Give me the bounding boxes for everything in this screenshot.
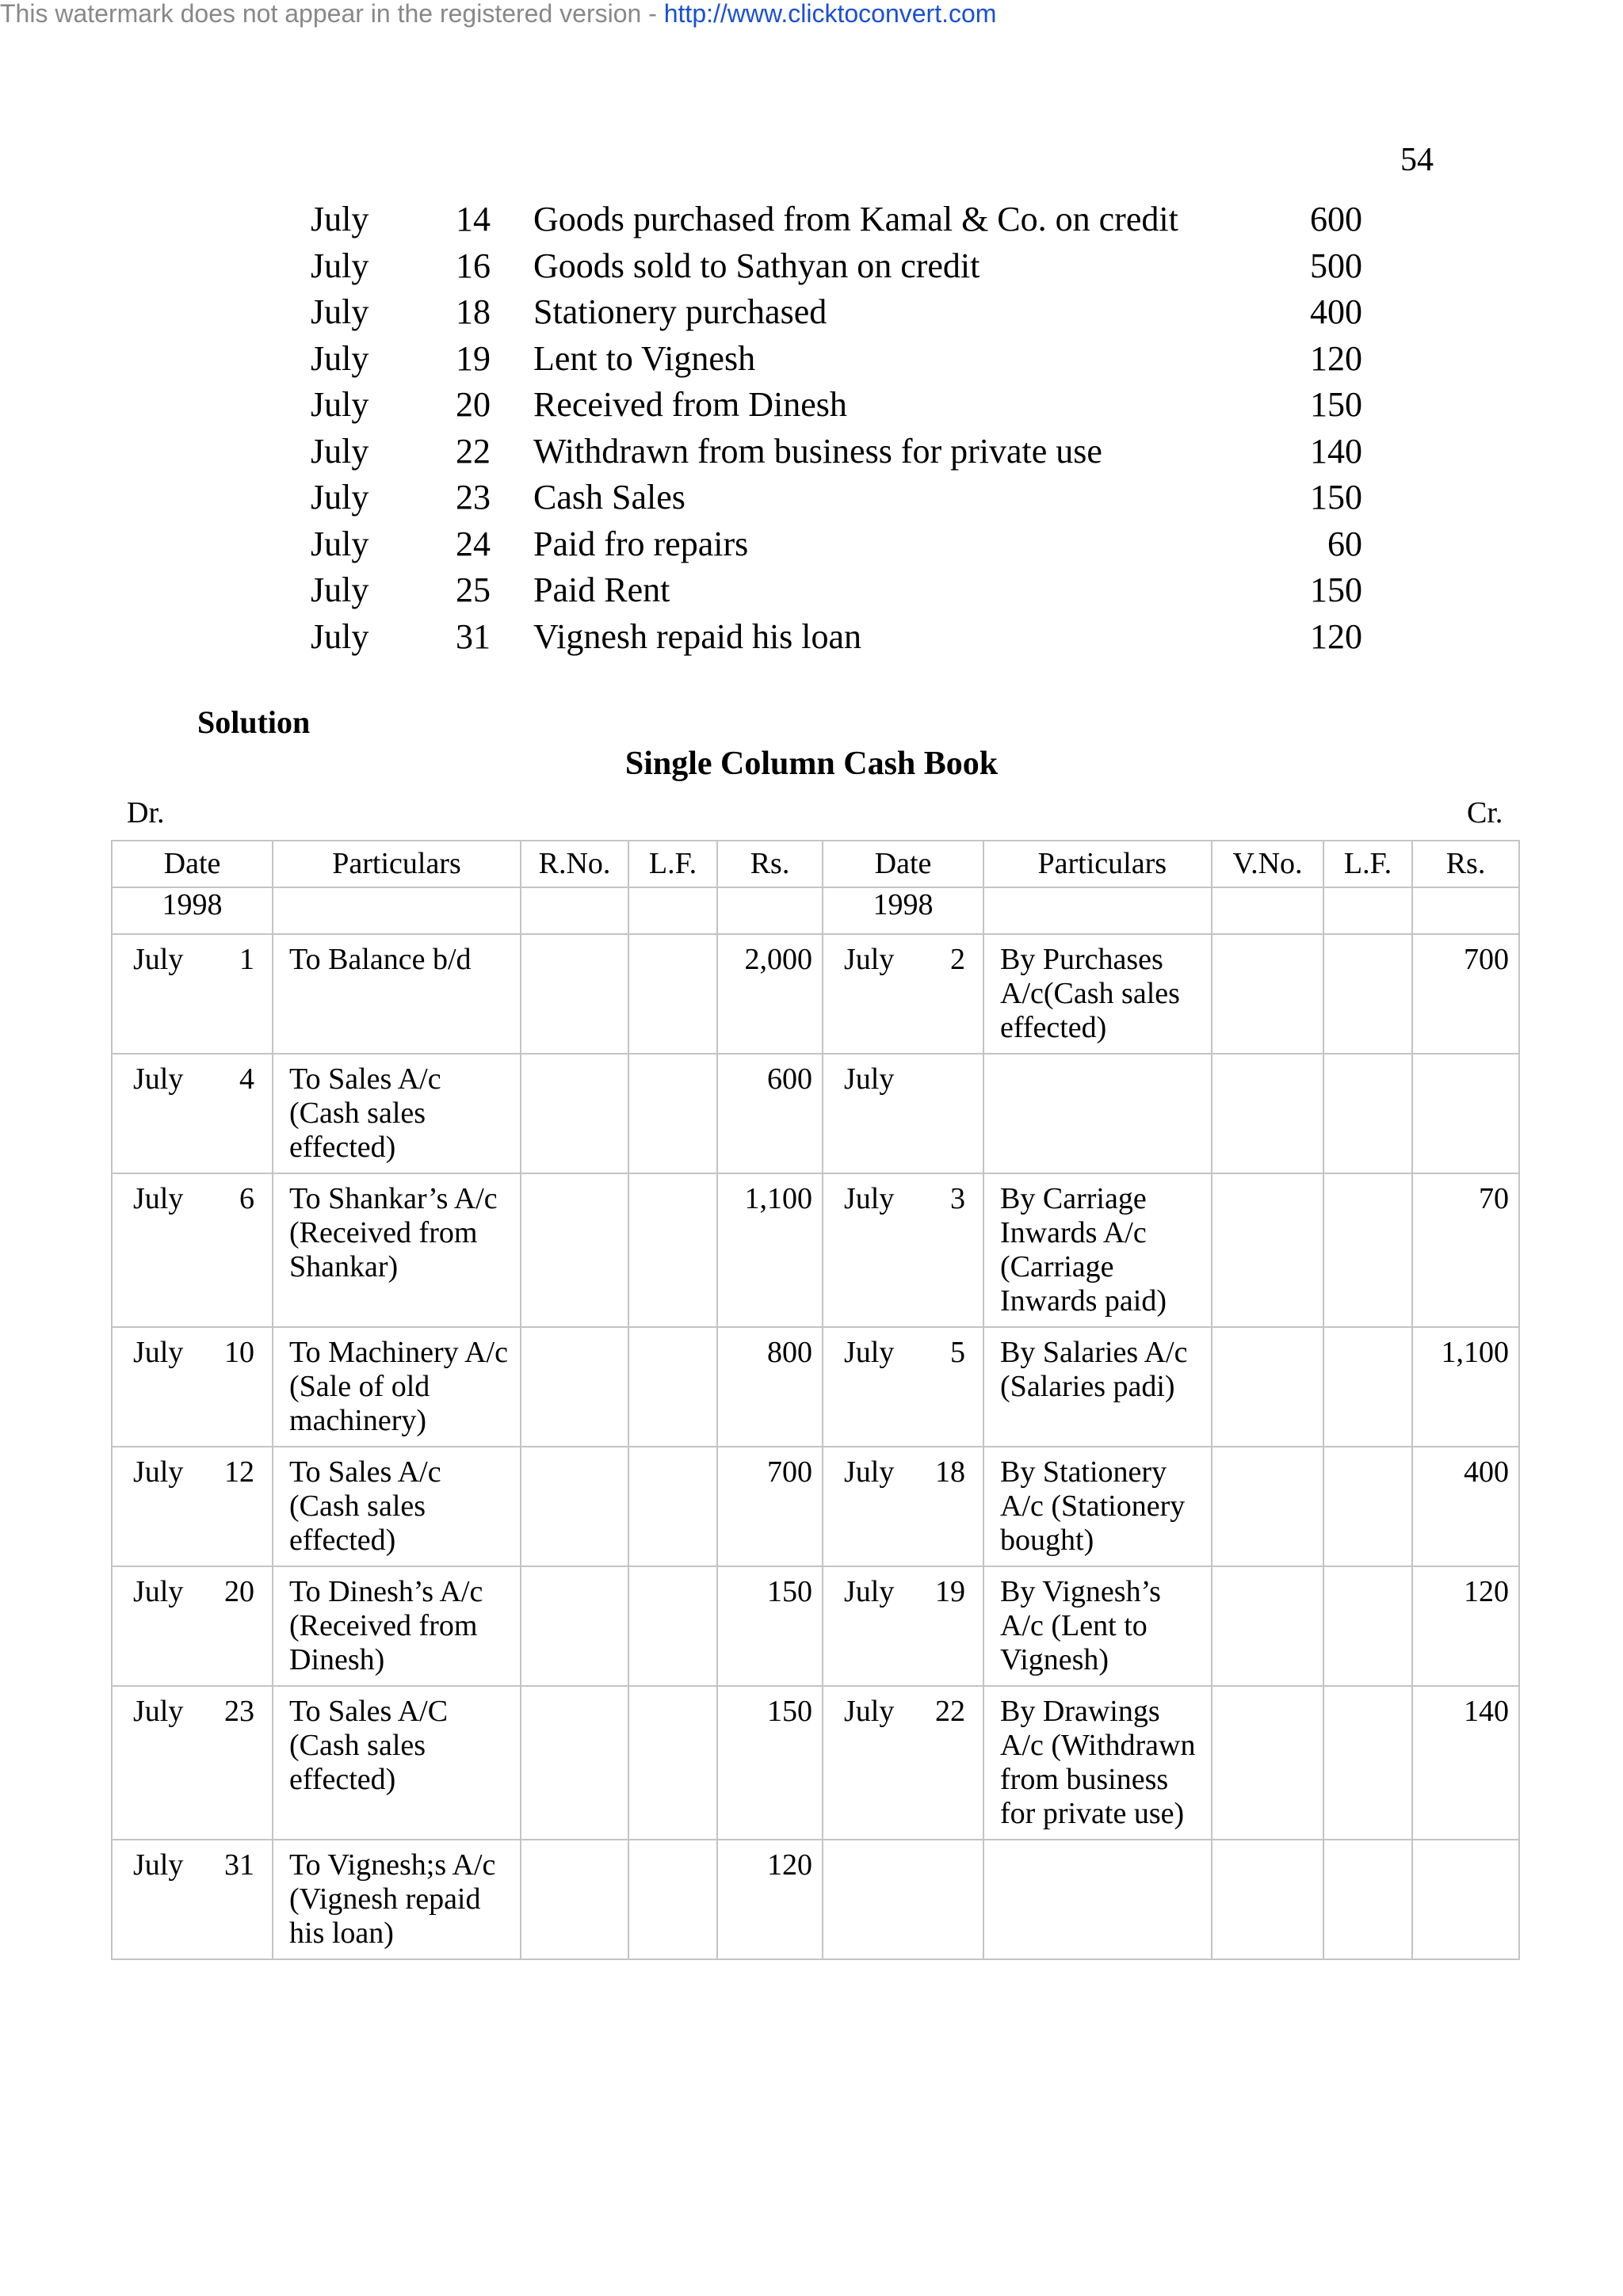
table-row <box>112 1840 1519 1959</box>
debit-amount: 800 <box>717 1327 823 1447</box>
page-number: 54 <box>1400 142 1434 178</box>
transaction-description: Stationery purchased <box>533 292 827 331</box>
debit-amount: 700 <box>717 1447 823 1566</box>
transaction-day: 23 <box>456 478 491 517</box>
credit-amount: 700 <box>1412 934 1519 1054</box>
table-row <box>112 1054 1519 1173</box>
empty-cell <box>628 887 717 934</box>
credit-vno <box>1212 1686 1323 1840</box>
transaction-day: 19 <box>456 338 491 378</box>
debit-amount: 150 <box>717 1566 823 1686</box>
credit-lf <box>1323 1173 1412 1327</box>
credit-day: 2 <box>903 934 983 1054</box>
credit-vno <box>1212 1566 1323 1686</box>
debit-month: July <box>112 1447 200 1566</box>
debit-rno <box>521 1054 628 1173</box>
transaction-description: Paid Rent <box>533 570 670 609</box>
transaction-amount: 120 <box>1310 338 1362 378</box>
credit-particulars <box>983 1054 1212 1173</box>
credit-day: 19 <box>903 1566 983 1686</box>
credit-vno <box>1212 1327 1323 1447</box>
transaction-month: July <box>311 246 369 285</box>
transaction-row <box>309 567 1363 614</box>
credit-lf <box>1323 934 1412 1054</box>
solution-heading: Solution <box>197 704 311 740</box>
transaction-amount: 120 <box>1310 616 1362 656</box>
debit-lf <box>628 1840 717 1959</box>
empty-cell <box>1212 887 1323 934</box>
debit-rno <box>521 1173 628 1327</box>
year-row <box>112 887 1519 934</box>
debit-lf <box>628 1327 717 1447</box>
debit-lf <box>628 1686 717 1840</box>
table-row <box>112 1173 1519 1327</box>
debit-rno <box>521 1686 628 1840</box>
debit-particulars: To Sales A/c (Cash sales effected) <box>273 1447 521 1566</box>
transaction-month: July <box>311 385 369 424</box>
transaction-row <box>309 382 1363 429</box>
transaction-row <box>309 336 1363 383</box>
watermark-link[interactable]: http://www.clicktoconvert.com <box>663 0 997 28</box>
debit-month: July <box>112 1327 200 1447</box>
debit-amount: 600 <box>717 1054 823 1173</box>
table-row <box>112 1327 1519 1447</box>
debit-month: July <box>112 1686 200 1840</box>
transaction-day: 24 <box>456 524 491 563</box>
credit-day: 18 <box>903 1447 983 1566</box>
transaction-description: Received from Dinesh <box>533 385 847 424</box>
transaction-row <box>309 614 1363 661</box>
debit-day: 1 <box>200 934 273 1054</box>
table-row <box>112 1447 1519 1566</box>
debit-month: July <box>112 1840 200 1959</box>
credit-lf <box>1323 1566 1412 1686</box>
debit-rno <box>521 1447 628 1566</box>
debit-month: July <box>112 1173 200 1327</box>
credit-year: 1998 <box>823 887 983 934</box>
credit-month: July <box>823 1566 903 1686</box>
debit-month: July <box>112 934 200 1054</box>
header-credit-lf: L.F. <box>1323 841 1412 887</box>
transaction-list <box>309 196 1363 660</box>
debit-rno <box>521 1566 628 1686</box>
credit-amount: 70 <box>1412 1173 1519 1327</box>
credit-lf <box>1323 1686 1412 1840</box>
credit-particulars: By Salaries A/c (Salaries padi) <box>983 1327 1212 1447</box>
transaction-month: July <box>311 524 369 563</box>
header-debit-rno: R.No. <box>521 841 628 887</box>
transaction-amount: 150 <box>1310 478 1362 517</box>
transaction-month: July <box>311 478 369 517</box>
transaction-row <box>309 243 1363 290</box>
credit-lf <box>1323 1054 1412 1173</box>
transaction-amount: 60 <box>1327 524 1362 563</box>
transaction-day: 22 <box>456 431 491 471</box>
transaction-month: July <box>311 431 369 471</box>
watermark <box>0 0 996 32</box>
header-debit-rs: Rs. <box>717 841 823 887</box>
empty-cell <box>717 887 823 934</box>
debit-particulars: To Vignesh;s A/c (Vignesh repaid his loan) <box>273 1840 521 1959</box>
transaction-month: July <box>311 200 369 238</box>
credit-day: 22 <box>903 1686 983 1840</box>
debit-rno <box>521 934 628 1054</box>
credit-month: July <box>823 1173 903 1327</box>
credit-vno <box>1212 1840 1323 1959</box>
credit-vno <box>1212 1054 1323 1173</box>
header-credit-particulars: Particulars <box>983 841 1212 887</box>
credit-lf <box>1323 1447 1412 1566</box>
debit-lf <box>628 1566 717 1686</box>
transaction-amount: 600 <box>1310 200 1362 238</box>
transaction-description: Vignesh repaid his loan <box>533 616 862 656</box>
empty-cell <box>1412 887 1519 934</box>
debit-particulars: To Sales A/C (Cash sales effected) <box>273 1686 521 1840</box>
transaction-row <box>309 475 1363 521</box>
empty-cell <box>1323 887 1412 934</box>
debit-month: July <box>112 1566 200 1686</box>
transaction-row <box>309 196 1363 243</box>
transaction-description: Paid fro repairs <box>533 524 749 563</box>
cash-book-title: Single Column Cash Book <box>624 746 999 782</box>
debit-label: Dr. <box>127 796 165 830</box>
debit-particulars: To Balance b/d <box>273 934 521 1054</box>
credit-vno <box>1212 934 1323 1054</box>
debit-amount: 150 <box>717 1686 823 1840</box>
debit-lf <box>628 1173 717 1327</box>
transaction-day: 31 <box>456 616 491 656</box>
cash-book-table <box>111 840 1520 1960</box>
debit-amount: 1,100 <box>717 1173 823 1327</box>
credit-vno <box>1212 1447 1323 1566</box>
debit-lf <box>628 1054 717 1173</box>
credit-lf <box>1323 1327 1412 1447</box>
transaction-amount: 150 <box>1310 385 1362 424</box>
transaction-month: July <box>311 570 369 609</box>
table-row <box>112 1686 1519 1840</box>
credit-amount <box>1412 1840 1519 1959</box>
credit-particulars: By Stationery A/c (Stationery bought) <box>983 1447 1212 1566</box>
debit-amount: 120 <box>717 1840 823 1959</box>
transaction-month: July <box>311 338 369 378</box>
empty-cell <box>521 887 628 934</box>
empty-cell <box>983 887 1212 934</box>
table-row <box>112 1566 1519 1686</box>
debit-day: 20 <box>200 1566 273 1686</box>
credit-day <box>903 1054 983 1173</box>
header-debit-lf: L.F. <box>628 841 717 887</box>
header-debit-particulars: Particulars <box>273 841 521 887</box>
debit-day: 4 <box>200 1054 273 1173</box>
credit-label: Cr. <box>1467 796 1503 830</box>
debit-amount: 2,000 <box>717 934 823 1054</box>
credit-vno <box>1212 1173 1323 1327</box>
credit-particulars: By Vignesh’s A/c (Lent to Vignesh) <box>983 1566 1212 1686</box>
transaction-row <box>309 429 1363 475</box>
debit-day: 23 <box>200 1686 273 1840</box>
credit-particulars: By Carriage Inwards A/c (Carriage Inwards paid) <box>983 1173 1212 1327</box>
empty-cell <box>273 887 521 934</box>
credit-month: July <box>823 1054 903 1173</box>
transaction-day: 25 <box>456 570 491 609</box>
transaction-amount: 140 <box>1310 431 1362 471</box>
credit-amount: 120 <box>1412 1566 1519 1686</box>
credit-month: July <box>823 1447 903 1566</box>
credit-particulars: By Purchases A/c(Cash sales effected) <box>983 934 1212 1054</box>
credit-lf <box>1323 1840 1412 1959</box>
transaction-description: Goods purchased from Kamal & Co. on credit <box>533 200 1178 238</box>
debit-particulars: To Machinery A/c (Sale of old machinery) <box>273 1327 521 1447</box>
transaction-description: Goods sold to Sathyan on credit <box>533 246 980 285</box>
credit-amount: 1,100 <box>1412 1327 1519 1447</box>
credit-month <box>823 1840 903 1959</box>
header-debit-date: Date <box>112 841 273 887</box>
debit-lf <box>628 1447 717 1566</box>
credit-month: July <box>823 1327 903 1447</box>
debit-day: 6 <box>200 1173 273 1327</box>
debit-day: 31 <box>200 1840 273 1959</box>
transaction-amount: 150 <box>1310 570 1362 609</box>
debit-rno <box>521 1840 628 1959</box>
header-credit-rs: Rs. <box>1412 841 1519 887</box>
transaction-day: 14 <box>456 200 491 238</box>
credit-month: July <box>823 1686 903 1840</box>
transaction-description: Lent to Vignesh <box>533 338 756 378</box>
transaction-month: July <box>311 616 369 656</box>
transaction-day: 18 <box>456 292 491 331</box>
credit-month: July <box>823 934 903 1054</box>
debit-day: 10 <box>200 1327 273 1447</box>
credit-amount: 140 <box>1412 1686 1519 1840</box>
debit-particulars: To Dinesh’s A/c (Received from Dinesh) <box>273 1566 521 1686</box>
header-credit-vno: V.No. <box>1212 841 1323 887</box>
debit-particulars: To Shankar’s A/c (Received from Shankar) <box>273 1173 521 1327</box>
transaction-amount: 400 <box>1310 292 1362 331</box>
table-row <box>112 934 1519 1054</box>
debit-month: July <box>112 1054 200 1173</box>
transaction-month: July <box>311 292 369 331</box>
credit-particulars <box>983 1840 1212 1959</box>
credit-day <box>903 1840 983 1959</box>
credit-day: 3 <box>903 1173 983 1327</box>
transaction-amount: 500 <box>1310 246 1362 285</box>
debit-particulars: To Sales A/c (Cash sales effected) <box>273 1054 521 1173</box>
credit-amount <box>1412 1054 1519 1173</box>
transaction-day: 16 <box>456 246 491 285</box>
transaction-row <box>309 289 1363 336</box>
credit-day: 5 <box>903 1327 983 1447</box>
debit-day: 12 <box>200 1447 273 1566</box>
credit-particulars: By Drawings A/c (Withdrawn from business for private use) <box>983 1686 1212 1840</box>
transaction-description: Withdrawn from business for private use <box>533 431 1102 471</box>
watermark-text: This watermark does not appear in the registered version - <box>0 0 664 28</box>
transaction-day: 20 <box>456 385 491 424</box>
transaction-row <box>309 521 1363 568</box>
credit-amount: 400 <box>1412 1447 1519 1566</box>
debit-year: 1998 <box>112 887 273 934</box>
table-header-row <box>112 841 1519 887</box>
debit-lf <box>628 934 717 1054</box>
debit-rno <box>521 1327 628 1447</box>
transaction-description: Cash Sales <box>533 478 685 517</box>
header-credit-date: Date <box>823 841 983 887</box>
